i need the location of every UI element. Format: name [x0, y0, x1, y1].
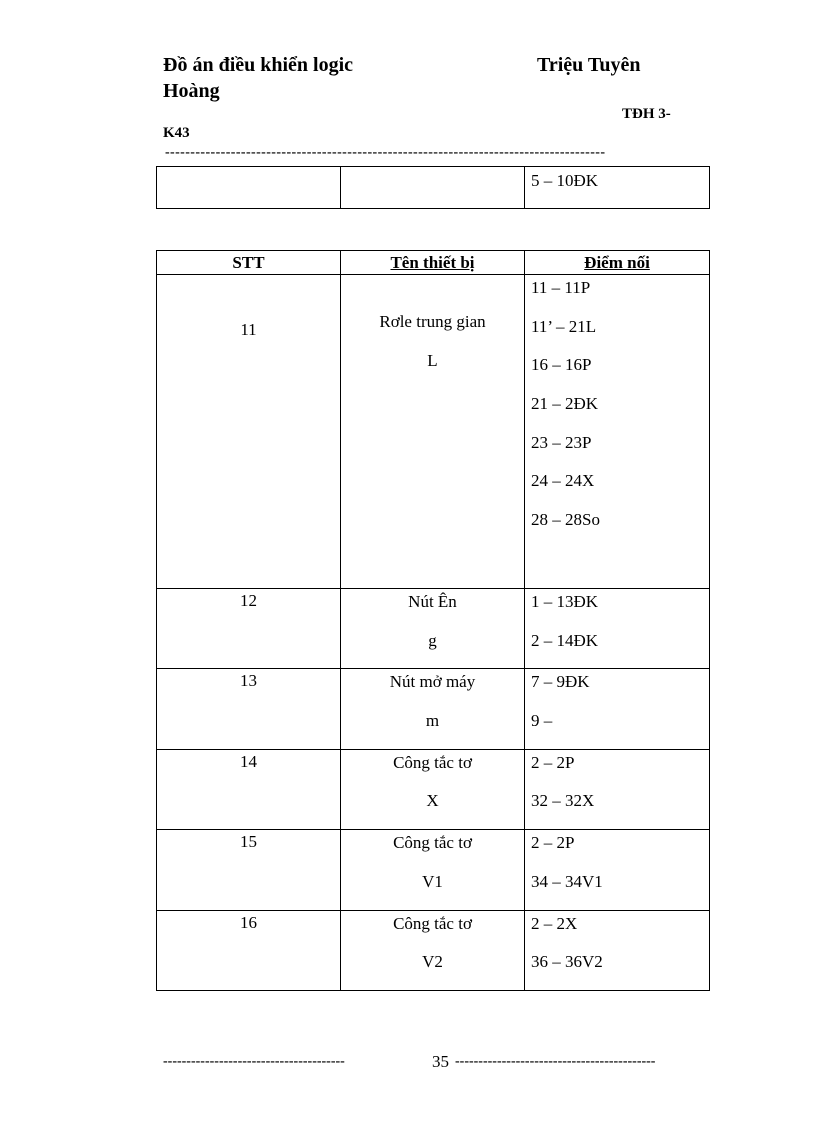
- class-code: TĐH 3-: [622, 106, 671, 122]
- column-header-device-label: Tên thiết bị: [390, 252, 475, 272]
- connection-point: 1 – 13ĐK: [531, 592, 599, 611]
- connection-point: 16 – 16P: [531, 355, 592, 375]
- connection-point: 34 – 34V1: [531, 871, 603, 891]
- connection-points-cell: [525, 749, 710, 829]
- connection-point: 32 – 32X: [531, 791, 595, 811]
- footer-rule-right: -------------------------------------------: [455, 1054, 656, 1069]
- device-name-line: L: [427, 350, 438, 370]
- table-row: [157, 830, 710, 910]
- device-name-cell: [341, 589, 525, 669]
- column-header-points-label: Điểm nối: [584, 252, 650, 272]
- device-name-cell: [341, 749, 525, 829]
- connection-point: 2 – 2P: [531, 833, 575, 853]
- stt-cell: [157, 167, 341, 209]
- connection-point: 36 – 36V2: [531, 952, 603, 972]
- device-name-cell: [341, 669, 525, 749]
- document-title: Đồ án điều khiển logic: [163, 54, 354, 76]
- device-name-line: Công tắc tơ: [393, 752, 472, 772]
- connection-point: 11 – 11P: [531, 278, 591, 297]
- footer-rule-left: ---------------------------------------: [163, 1054, 345, 1069]
- device-name-line: V1: [422, 871, 443, 891]
- table-row: [157, 275, 710, 589]
- table-row: [157, 589, 710, 669]
- device-name-cell: [341, 830, 525, 910]
- page-number: 35: [432, 1052, 449, 1071]
- connection-point: 23 – 23P: [531, 432, 592, 452]
- continuation-table: [156, 166, 710, 209]
- class-code-continued: K43: [163, 125, 190, 141]
- header-rule: ---------------------------------------------------------------------------------------: [165, 145, 606, 160]
- stt-cell: 12: [157, 589, 341, 669]
- device-name-line: Nút Ên: [408, 592, 457, 611]
- device-name-cell: [341, 910, 525, 990]
- connection-points-cell: [525, 275, 710, 589]
- table-row: [157, 167, 710, 209]
- connection-point: 2 – 14ĐK: [531, 630, 599, 650]
- connection-points-cell: [525, 669, 710, 749]
- stt-cell: 16: [157, 910, 341, 990]
- device-connection-table: [156, 250, 710, 991]
- connection-points-cell: [525, 910, 710, 990]
- column-header-device: [341, 251, 525, 275]
- stt-cell: 11: [157, 275, 341, 589]
- connection-point: 9 –: [531, 711, 553, 731]
- connection-point: 11’ – 21L: [531, 316, 597, 336]
- table-header-row: [157, 251, 710, 275]
- stt-cell: 14: [157, 749, 341, 829]
- device-name-cell: [341, 167, 525, 209]
- device-name-line: Nút mở máy: [389, 672, 476, 692]
- table-row: [157, 749, 710, 829]
- device-name-line: Công tắc tơ: [393, 833, 472, 853]
- device-name-line: X: [426, 791, 439, 811]
- connection-point: 28 – 28So: [531, 510, 600, 530]
- connection-point: 2 – 2P: [531, 752, 575, 772]
- stt-cell: 15: [157, 830, 341, 910]
- connection-points-cell: 5 – 10ĐK: [525, 167, 710, 209]
- device-name-line: m: [425, 711, 440, 731]
- device-name-line: g: [428, 630, 437, 650]
- connection-points-cell: [525, 589, 710, 669]
- author-name: Triệu Tuyên: [537, 54, 641, 76]
- connection-point: 21 – 2ĐK: [531, 394, 599, 414]
- device-name-line: Công tắc tơ: [393, 913, 472, 933]
- connection-point: 24 – 24X: [531, 471, 595, 491]
- connection-points-cell: [525, 830, 710, 910]
- device-name-line: V2: [422, 952, 443, 972]
- device-name-line: Rơle trung gian: [379, 312, 486, 331]
- table-row: [157, 669, 710, 749]
- author-name-continued: Hoàng: [163, 80, 220, 102]
- column-header-points: [525, 251, 710, 275]
- connection-point: 7 – 9ĐK: [531, 672, 590, 692]
- connection-point: 2 – 2X: [531, 913, 578, 933]
- column-header-stt: STT: [157, 251, 341, 275]
- device-name-cell: [341, 275, 525, 589]
- table-row: [157, 910, 710, 990]
- stt-cell: 13: [157, 669, 341, 749]
